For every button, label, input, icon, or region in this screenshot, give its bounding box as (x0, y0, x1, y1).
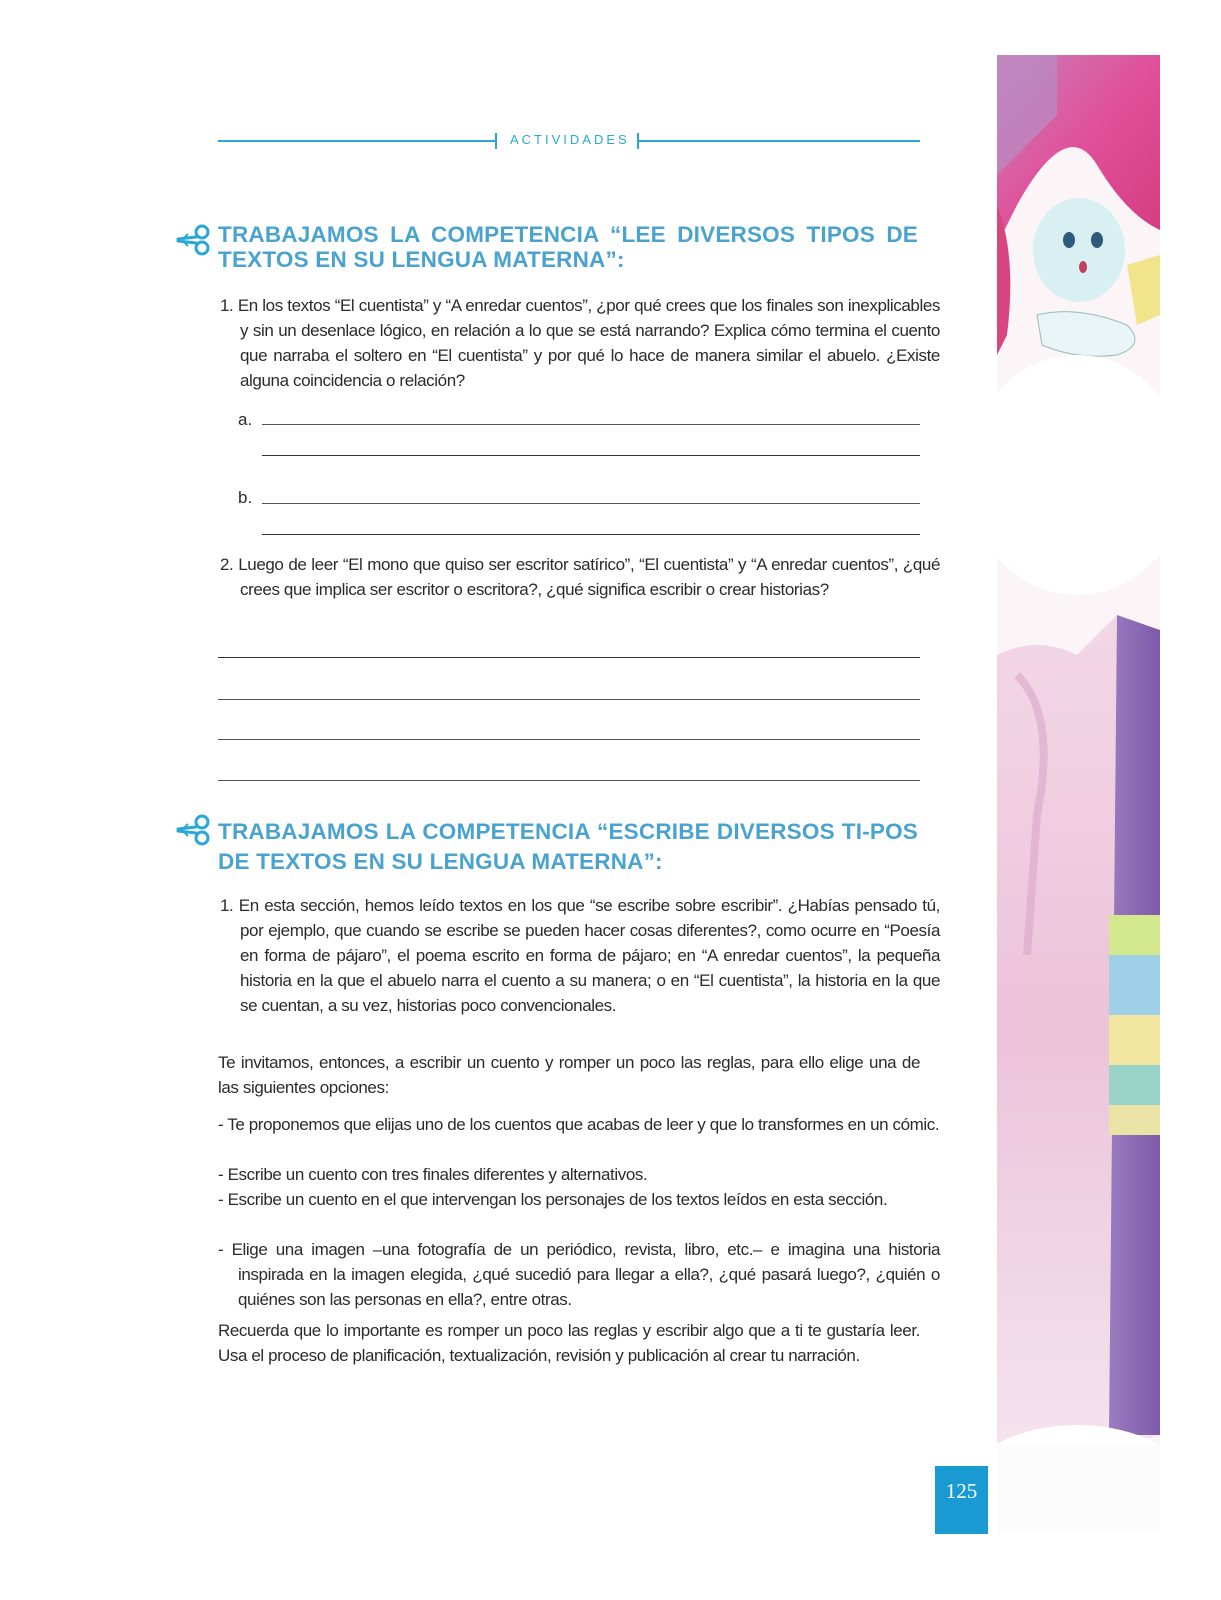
answer-line-a1[interactable] (262, 424, 920, 425)
header-label: ACTIVIDADES (510, 132, 630, 147)
answer-line-a2[interactable] (262, 455, 920, 456)
option-item: - Elige una imagen –una fotografía de un periódico, revista, libro, etc.– e imagina una historia inspirada en la imagen elegida, ¿qué sucedió para llegar a ella?, ¿qué pasará luego?, ¿quién o quiénes son las personas en ella?, entre otras. (218, 1240, 940, 1309)
answer-label-b: b. (238, 488, 253, 507)
answer-line-q2-4[interactable] (218, 780, 920, 781)
header-tick-left (495, 133, 497, 149)
section2-intro: Te invitamos, entonces, a escribir un cuento y romper un poco las reglas, para ello elige una de las siguientes opciones: (218, 1053, 920, 1097)
section2-heading: TRABAJAMOS LA COMPETENCIA “ESCRIBE DIVERSOS TI-POS DE TEXTOS EN SU LENGUA MATERNA”: (218, 819, 918, 874)
answer-line-q2-2[interactable] (218, 699, 920, 700)
option-item: - Escribe un cuento con tres finales diferentes y alternativos. (218, 1165, 648, 1184)
answer-line-b1[interactable] (262, 503, 920, 504)
section2-question-1: 1. En esta sección, hemos leído textos en los que “se escribe sobre escribir”. ¿Habías pensado tú, por ejemplo, que cuando se escribe se pueden hacer cosas diferentes?, como ocurre en “Poesía en forma de pájaro”, el poema escrito en forma de pájaro; en “A enredar cuentos”, la pequeña historia en la que el abuelo narra el cuento a su manera; o en “El cuentista”, la historia en la que se cuentan, a su vez, historias poco convencionales. (220, 896, 940, 1015)
section1-question-2: 2. Luego de leer “El mono que quiso ser escritor satírico”, “El cuentista” y “A enredar cuentos”, ¿qué crees que implica ser escritor o escritora?, ¿qué significa escribir o crear historias? (220, 555, 940, 599)
section1-question-1: 1. En los textos “El cuentista” y “A enredar cuentos”, ¿por qué crees que los finales son inexplicables y sin un desenlace lógico, en relación a lo que se está narrando? Explica cómo termina el cuento que narraba el soltero en “El cuentista” y por qué lo hace de manera similar el abuelo. ¿Existe alguna coincidencia o relación? (220, 296, 940, 390)
page-number: 125 (935, 1466, 988, 1534)
answer-label-a: a. (238, 410, 253, 429)
scissors-icon (176, 222, 212, 258)
answer-line-q2-1[interactable] (218, 657, 920, 658)
answer-line-q2-3[interactable] (218, 739, 920, 740)
answer-line-b2[interactable] (262, 534, 920, 535)
option-item: - Escribe un cuento en el que intervengan los personajes de los textos leídos en esta sección. (218, 1190, 888, 1209)
section1-heading: TRABAJAMOS LA COMPETENCIA “LEE DIVERSOS TIPOS DE TEXTOS EN SU LENGUA MATERNA”: (218, 222, 918, 272)
illustration-girl-artwork (997, 55, 1160, 1533)
scissors-icon (176, 812, 212, 848)
header-rule-right (637, 140, 920, 142)
option-item: - Te proponemos que elijas uno de los cuentos que acabas de leer y que lo transformes en un cómic. (218, 1115, 940, 1134)
header-rule-left (218, 140, 496, 142)
section2-closing: Recuerda que lo importante es romper un poco las reglas y escribir algo que a ti te gustaría leer. Usa el proceso de planificación, textualización, revisión y publicación al crear tu narración. (218, 1321, 920, 1365)
